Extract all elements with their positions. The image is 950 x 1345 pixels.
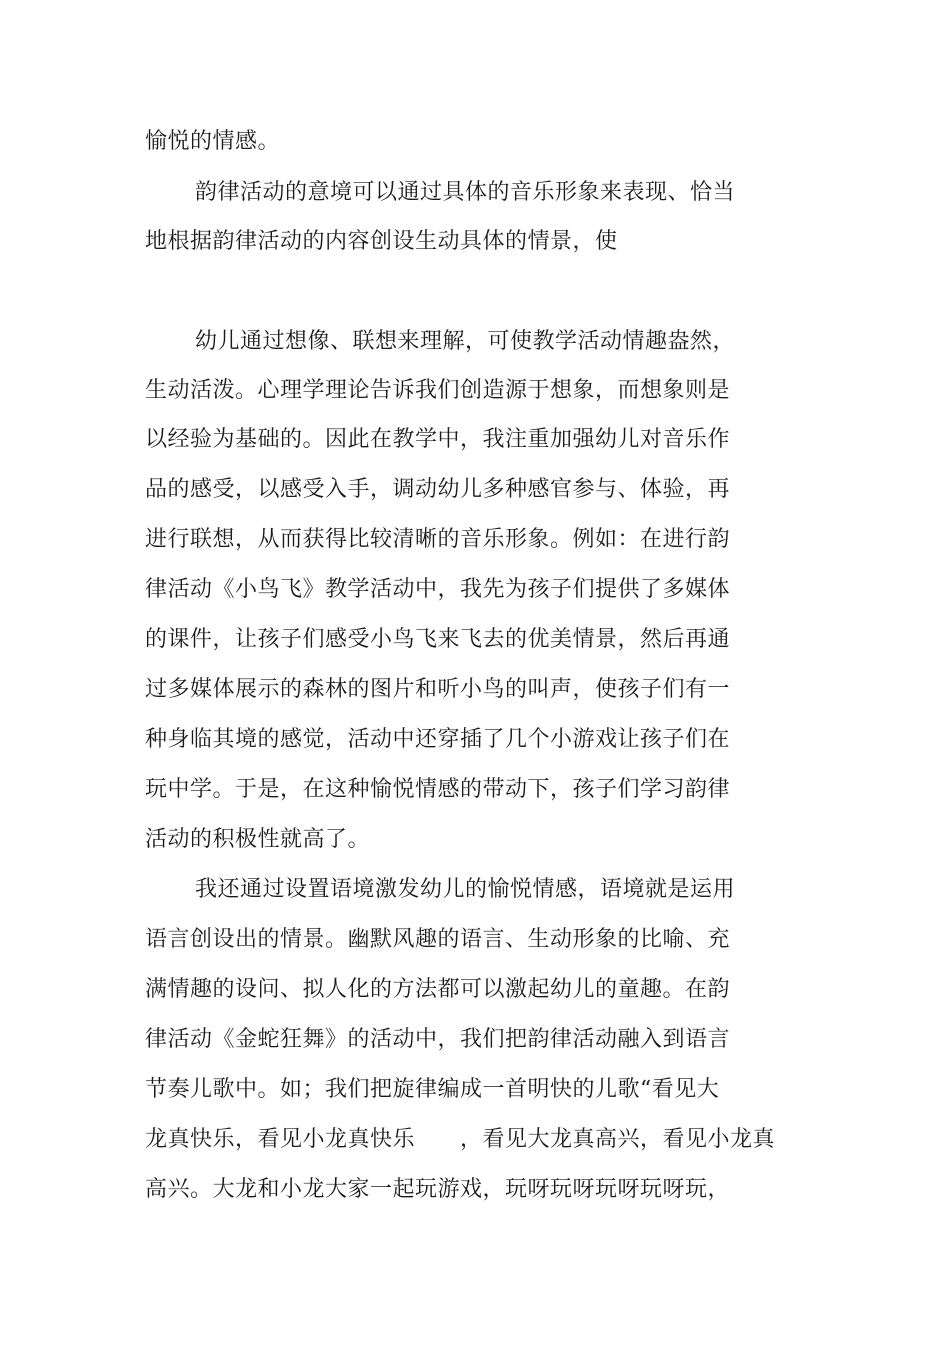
text-line-1: 愉悦的情感。 [145,129,281,154]
paragraph-start-line-15: 我还通过设置语境激发幼儿的愉悦情感，语境就是运用 [195,877,736,902]
text-line-18: 律活动《金蛇狂舞》的活动中，我们把韵律活动融入到语言 [145,1027,731,1052]
text-line-8: 进行联想，从而获得比较清晰的音乐形象。例如：在进行韵 [145,527,731,552]
paragraph-start-line-2: 韵律活动的意境可以通过具体的音乐形象来表现、恰当 [195,180,736,205]
text-line-19: 节奏儿歌中。如；我们把旋律编成一首明快的儿歌“看见大 [145,1077,720,1102]
text-line-6: 以经验为基础的。因此在教学中，我注重加强幼儿对音乐作 [145,427,731,452]
text-line-16: 语言创设出的情景。幽默风趣的语言、生动形象的比喻、充 [145,927,731,952]
text-line-17: 满情趣的设问、拟人化的方法都可以激起幼儿的童趣。在韵 [145,977,731,1002]
text-line-14: 活动的积极性就高了。 [145,827,371,852]
text-line-5: 生动活泼。心理学理论告诉我们创造源于想象，而想象则是 [145,378,731,403]
text-line-9: 律活动《小鸟飞》教学活动中，我先为孩子们提供了多媒体 [145,577,731,602]
text-line-11: 过多媒体展示的森林的图片和听小鸟的叫声，使孩子们有一 [145,677,731,702]
text-line-7: 品的感受，以感受入手，调动幼儿多种感官参与、体验，再 [145,477,731,502]
text-line-13: 玩中学。于是，在这种愉悦情感的带动下，孩子们学习韵律 [145,777,731,802]
text-line-12: 种身临其境的感觉，活动中还穿插了几个小游戏让孩子们在 [145,727,731,752]
text-line-21: 高兴。大龙和小龙大家一起玩游戏，玩呀玩呀玩呀玩呀玩， [145,1177,731,1202]
text-line-20: 龙真快乐，看见小龙真快乐 ，看见大龙真高兴，看见小龙真 [145,1127,776,1152]
paragraph-start-line-4: 幼儿通过想像、联想来理解，可使教学活动情趣盎然， [195,329,736,354]
text-line-3: 地根据韵律活动的内容创设生动具体的情景，使 [145,229,618,254]
text-line-10: 的课件，让孩子们感受小鸟飞来飞去的优美情景，然后再通 [145,627,731,652]
